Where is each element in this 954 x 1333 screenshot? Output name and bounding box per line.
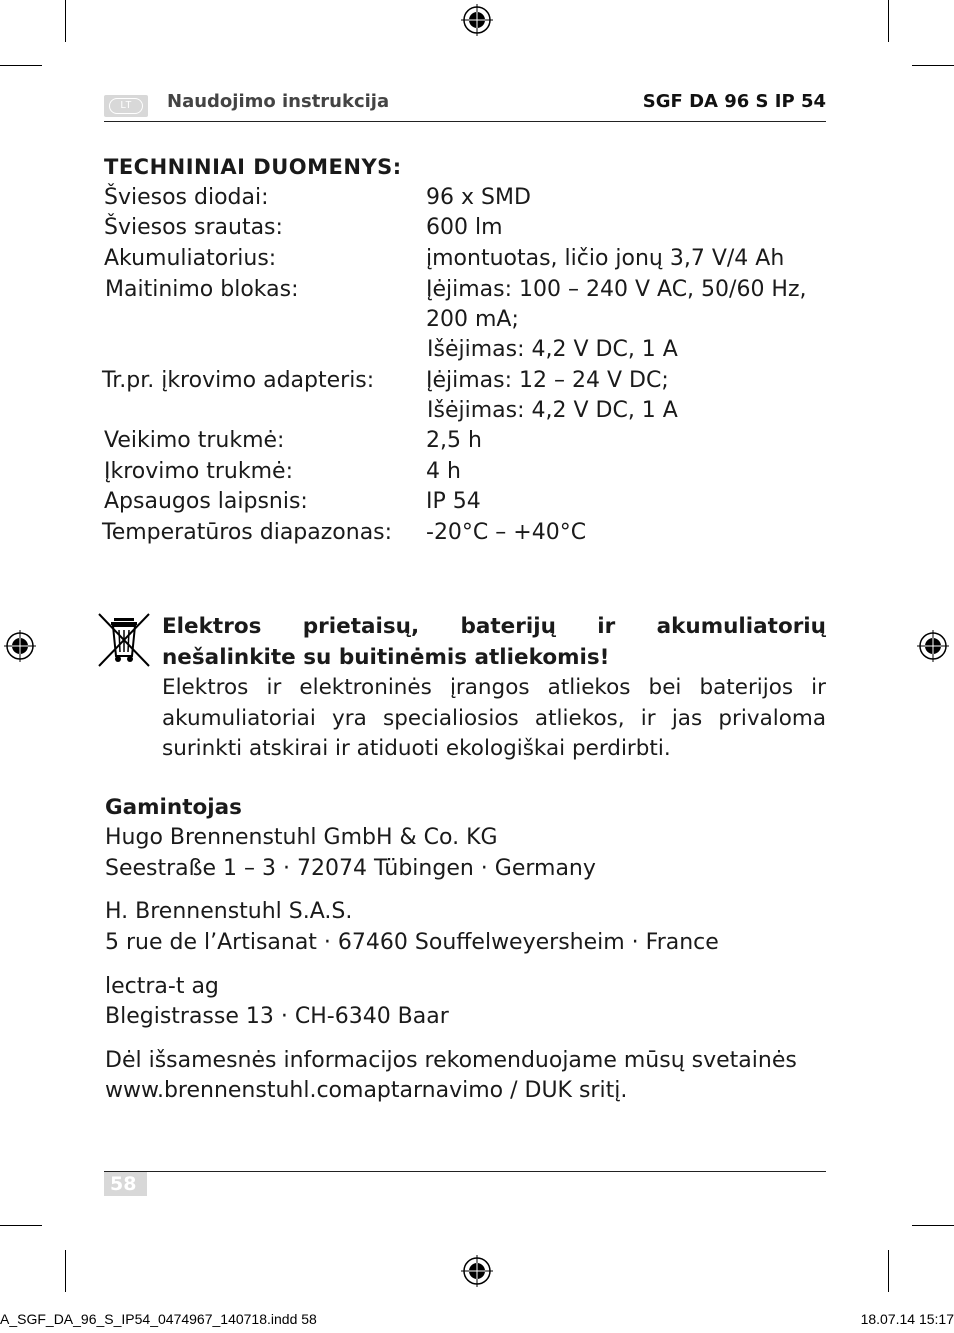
crop-mark-top-right-h bbox=[912, 65, 954, 66]
language-badge bbox=[104, 95, 148, 117]
spec-label: Šviesos diodai: bbox=[104, 185, 269, 210]
manufacturer-name: H. Brennenstuhl S.A.S. bbox=[105, 899, 353, 924]
crop-mark-bottom-right-h bbox=[912, 1225, 954, 1226]
registration-mark-icon bbox=[461, 4, 493, 36]
slug-file-info: A_SGF_DA_96_S_IP54_0474967_140718.indd 58 bbox=[0, 1311, 317, 1327]
info-text: www.brennenstuhl.comaptarnavimo / DUK sritį. bbox=[105, 1078, 628, 1103]
page-number-badge bbox=[104, 1172, 147, 1196]
manufacturer-heading: Gamintojas bbox=[105, 795, 242, 820]
spec-value: IP 54 bbox=[426, 489, 481, 514]
spec-value: Išėjimas: 4,2 V DC, 1 A bbox=[427, 398, 678, 423]
footer-divider bbox=[104, 1171, 826, 1172]
model-name: SGF DA 96 S IP 54 bbox=[642, 91, 826, 112]
spec-label: Įkrovimo trukmė: bbox=[104, 459, 293, 484]
crop-mark-top-left-h bbox=[0, 65, 42, 66]
disposal-warning-heading: Elektros prietaisų, baterijų ir akumuliatorių nešalinkite su buitinėmis atliekomis! bbox=[162, 614, 826, 670]
crop-mark-top-left-v bbox=[65, 0, 66, 42]
crop-mark-bottom-left-h bbox=[0, 1225, 42, 1226]
manufacturer-name: lectra-t ag bbox=[105, 974, 219, 999]
manufacturer-address: Seestraße 1 – 3 · 72074 Tübingen · Germany bbox=[105, 856, 596, 881]
registration-mark-icon bbox=[461, 1255, 493, 1287]
spec-value: 200 mA; bbox=[426, 307, 519, 332]
crossed-out-bin-icon bbox=[97, 612, 151, 668]
crop-mark-bottom-right-v bbox=[888, 1250, 889, 1292]
spec-label: Akumuliatorius: bbox=[104, 246, 277, 271]
spec-value: 4 h bbox=[426, 459, 461, 484]
spec-label: Tr.pr. įkrovimo adapteris: bbox=[102, 368, 375, 393]
slug-timestamp: 18.07.14 15:17 bbox=[860, 1311, 954, 1327]
spec-value: Įėjimas: 100 – 240 V AC, 50/60 Hz, bbox=[426, 277, 807, 302]
manufacturer-name: Hugo Brennenstuhl GmbH & Co. KG bbox=[105, 825, 498, 850]
info-text: Dėl išsamesnės informacijos rekomenduojame mūsų svetainės bbox=[105, 1048, 797, 1073]
spec-label: Apsaugos laipsnis: bbox=[104, 489, 308, 514]
language-code: LT bbox=[109, 98, 143, 114]
crop-mark-bottom-left-v bbox=[65, 1250, 66, 1292]
manufacturer-address: 5 rue de l’Artisanat · 67460 Souffelweyersheim · France bbox=[105, 930, 719, 955]
crop-mark-top-right-v bbox=[888, 0, 889, 42]
spec-label: Veikimo trukmė: bbox=[104, 428, 285, 453]
spec-value: įmontuotas, ličio jonų 3,7 V/4 Ah bbox=[426, 246, 785, 271]
registration-mark-icon bbox=[917, 630, 949, 662]
disposal-warning-text: Elektros ir elektroninės įrangos atliekos bei baterijos ir akumuliatoriai yra specialiosios atliekos, ir jas privaloma surinkti atskirai ir atiduoti ekologiškai perdirbti. bbox=[162, 675, 826, 761]
manufacturer-address: Blegistrasse 13 · CH-6340 Baar bbox=[105, 1004, 449, 1029]
spec-value: -20°C – +40°C bbox=[426, 520, 587, 545]
spec-value: 96 x SMD bbox=[426, 185, 531, 210]
spec-value: Įėjimas: 12 – 24 V DC; bbox=[426, 368, 669, 393]
header-divider bbox=[104, 121, 826, 122]
spec-value: 600 lm bbox=[426, 215, 503, 240]
spec-label: Maitinimo blokas: bbox=[105, 277, 299, 302]
spec-value: Išėjimas: 4,2 V DC, 1 A bbox=[427, 337, 678, 362]
spec-value: 2,5 h bbox=[426, 428, 482, 453]
registration-mark-icon bbox=[4, 630, 36, 662]
spec-label: Temperatūros diapazonas: bbox=[102, 520, 393, 545]
spec-label: Šviesos srautas: bbox=[104, 215, 283, 240]
specs-heading: TECHNINIAI DUOMENYS: bbox=[104, 155, 402, 179]
manual-title: Naudojimo instrukcija bbox=[167, 91, 390, 112]
page-number: 58 bbox=[110, 1173, 137, 1195]
